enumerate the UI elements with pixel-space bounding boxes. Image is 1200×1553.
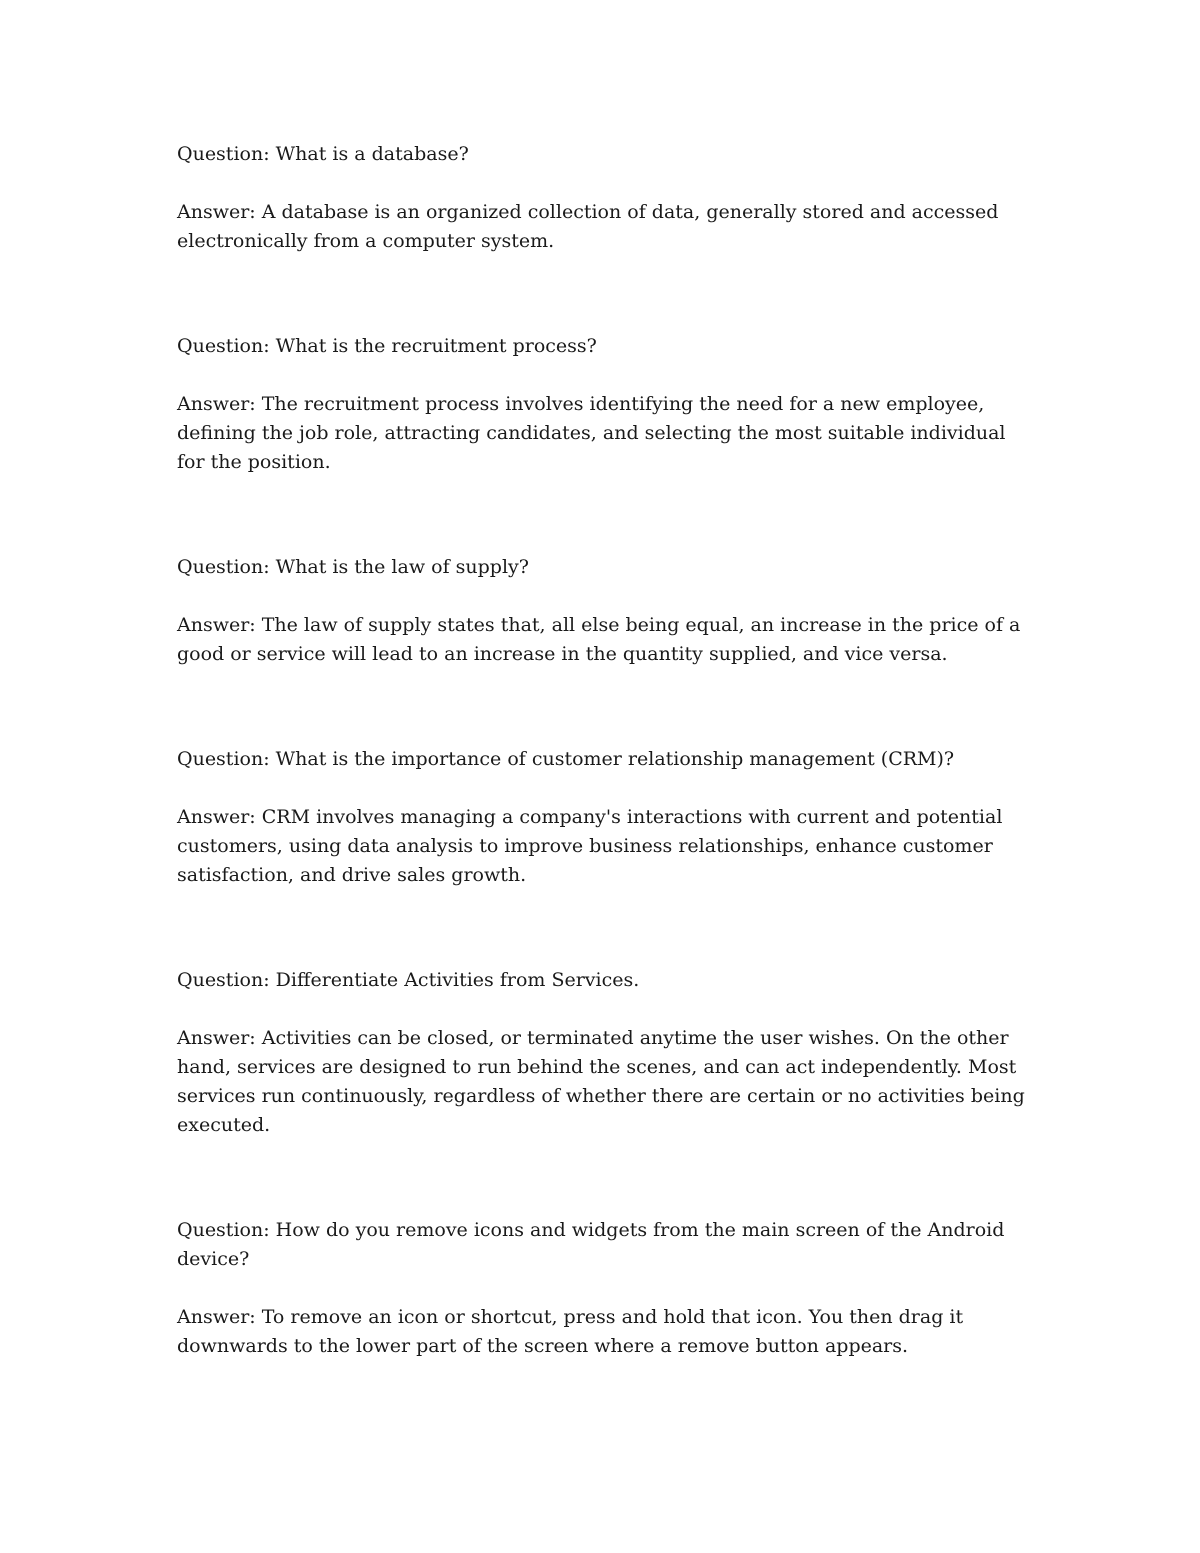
question-text: Question: What is the importance of customer relationship management (CRM)?: [177, 748, 955, 770]
qa-block-crm: [177, 745, 1037, 890]
answer-text: Answer: Activities can be closed, or terminated anytime the user wishes. On the other hand, services are designed to run behind the scenes, and can act independently. Most services run continuously, regardless of whether there are certain or no activities being executed.: [177, 1027, 1025, 1136]
answer-text: Answer: The law of supply states that, all else being equal, an increase in the price of a good or service will lead to an increase in the quantity supplied, and vice versa.: [177, 614, 1021, 665]
question-text: Question: What is the recruitment process?: [177, 335, 597, 357]
qa-block-activities-services: [177, 966, 1037, 1140]
question-text: Question: What is a database?: [177, 143, 469, 165]
question-text: Question: What is the law of supply?: [177, 556, 529, 578]
document-body: [177, 140, 1037, 1361]
qa-block-law-of-supply: [177, 553, 1037, 669]
answer-text: Answer: A database is an organized collection of data, generally stored and accessed electronically from a computer system.: [177, 201, 999, 252]
question-text: Question: How do you remove icons and widgets from the main screen of the Android device?: [177, 1219, 1005, 1270]
answer-text: Answer: CRM involves managing a company's interactions with current and potential customers, using data analysis to improve business relationships, enhance customer satisfaction, and drive sales growth.: [177, 806, 1003, 886]
question-text: Question: Differentiate Activities from Services.: [177, 969, 640, 991]
answer-text: Answer: The recruitment process involves identifying the need for a new employee, defining the job role, attracting candidates, and selecting the most suitable individual for the position.: [177, 393, 1006, 473]
qa-block-database: [177, 140, 1037, 256]
qa-block-recruitment: [177, 332, 1037, 477]
answer-text: Answer: To remove an icon or shortcut, press and hold that icon. You then drag it downwards to the lower part of the screen where a remove button appears.: [177, 1306, 964, 1357]
qa-block-android-icons: [177, 1216, 1037, 1361]
